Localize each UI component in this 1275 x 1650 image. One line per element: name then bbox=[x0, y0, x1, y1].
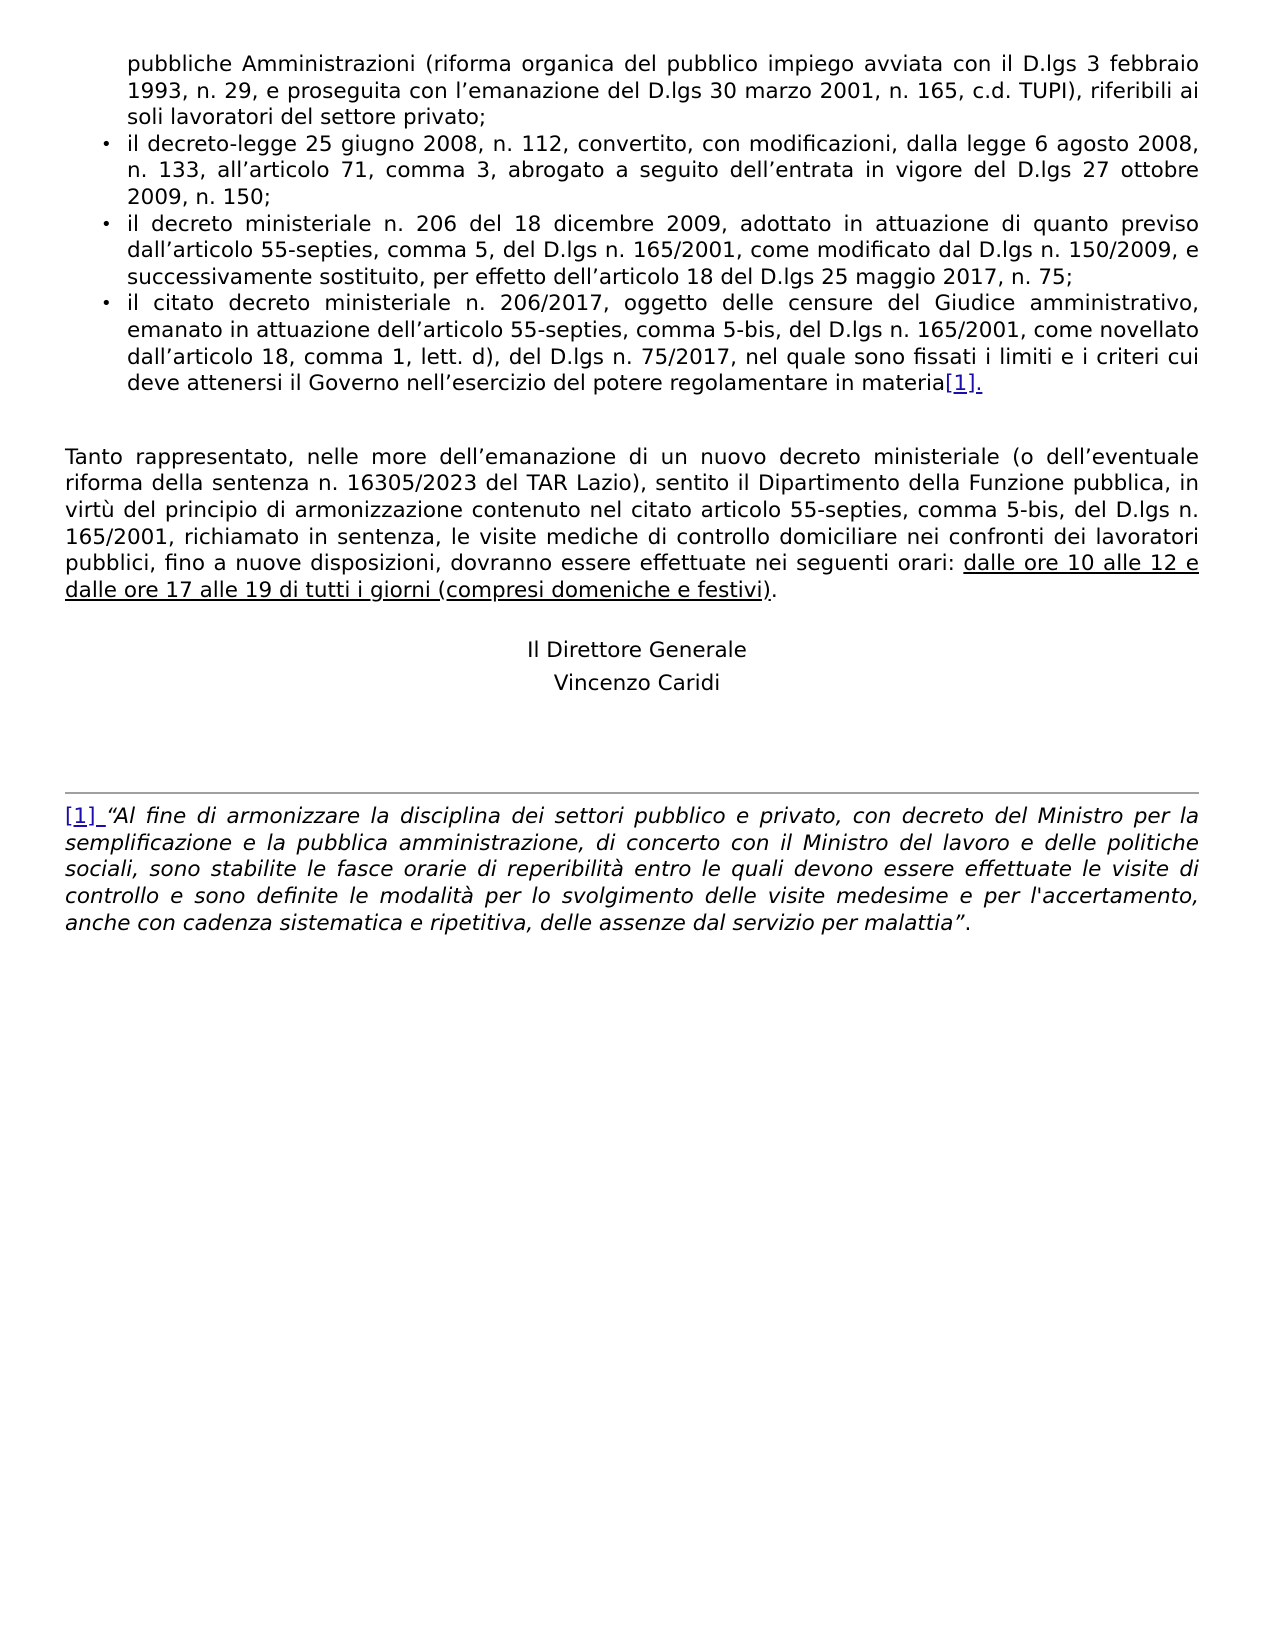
signatory-title: Il Direttore Generale bbox=[527, 638, 747, 664]
signatory-name: Vincenzo Caridi bbox=[553, 671, 721, 697]
footnote-mark-link[interactable]: [1] bbox=[65, 804, 106, 830]
list-item bbox=[101, 291, 1199, 397]
list-item-text: il decreto-legge 25 giugno 2008, n. 112, convertito, con modificazioni, dalla legge 6 agosto 2008, n. 133, all’articolo 71, comma 3, abrogato a seguito dell’entrata in vigore del D.lgs 27 ottobre 2009, n. 150; bbox=[127, 131, 1199, 210]
bullet-icon: • bbox=[101, 293, 112, 315]
main-paragraph-text: Tanto rappresentato, nelle more dell’emanazione di un nuovo decreto ministeriale (o dell’eventuale riforma della sentenza n. 16305/2023 del TAR Lazio), sentito il Dipartimento della Funzione pubblica, in virtù del principio di armonizzazione contenuto nel citato articolo 55-septies, comma 5-bis, del D.lgs n. 165/2001, richiamato in sentenza, le visite mediche di controllo domiciliare nei confronti dei lavoratori pubblici, fino a nuove disposizioni, dovranno essere effettuate nei seguenti orari: bbox=[65, 444, 1199, 577]
bullet-list bbox=[65, 132, 1199, 398]
list-item-text: il decreto ministeriale n. 206 del 18 dicembre 2009, adottato in attuazione di quanto previso dall’articolo 55-septies, comma 5, del D.lgs n. 165/2001, come modificato dal D.lgs n. 150/2009, e successivamente sostituito, per effetto dell’articolo 18 del D.lgs 25 maggio 2017, n. 75; bbox=[127, 211, 1199, 290]
footnote bbox=[65, 804, 1199, 937]
main-paragraph-end: . bbox=[770, 577, 778, 603]
footnote-text: “Al fine di armonizzare la disciplina dei settori pubblico e privato, con decreto del Ministro per la semplificazione e la pubblica amministrazione, di concerto con il Ministro del lavoro e delle politiche sociali, sono stabilite le fasce orarie di reperibilità entro le quali devono essere effettuate le visite di controllo e sono definite le modalità per lo svolgimento delle visite medesime e per l'accertamento, anche con cadenza sistematica e ripetitiva, delle assenze dal servizio per malattia” bbox=[65, 804, 1199, 936]
signature-block bbox=[65, 634, 1199, 700]
bullet-icon: • bbox=[101, 133, 112, 155]
document-page bbox=[65, 52, 1199, 959]
footnote-reference-link[interactable]: [1]. bbox=[945, 371, 983, 397]
list-item bbox=[101, 211, 1199, 292]
visit-hours-underlined: dalle ore 10 alle 12 e dalle ore 17 alle 19 di tutti i giorni (compresi domeniche e festivi) bbox=[65, 551, 1199, 603]
main-paragraph bbox=[65, 445, 1199, 605]
bullet-icon: • bbox=[101, 213, 112, 235]
footnote-divider bbox=[65, 792, 1199, 794]
list-item bbox=[101, 131, 1199, 212]
list-item-continuation: pubbliche Amministrazioni (riforma organica del pubblico impiego avviata con il D.lgs 3 febbraio 1993, n. 29, e proseguita con l’emanazione del D.lgs 30 marzo 2001, n. 165, c.d. TUPI), riferibili ai soli lavoratori del settore privato; bbox=[127, 52, 1199, 131]
list-item-text: il citato decreto ministeriale n. 206/2017, oggetto delle censure del Giudice amministrativo, emanato in attuazione dell’articolo 55-septies, comma 5-bis, del D.lgs n. 165/2001, come novellato dall’articolo 18, comma 1, lett. d), del D.lgs n. 75/2017, nel quale sono fissati i limiti e i criteri cui deve attenersi il Governo nell’esercizio del potere regolamentare in materia bbox=[127, 291, 1199, 397]
footnote-end: . bbox=[964, 910, 972, 936]
